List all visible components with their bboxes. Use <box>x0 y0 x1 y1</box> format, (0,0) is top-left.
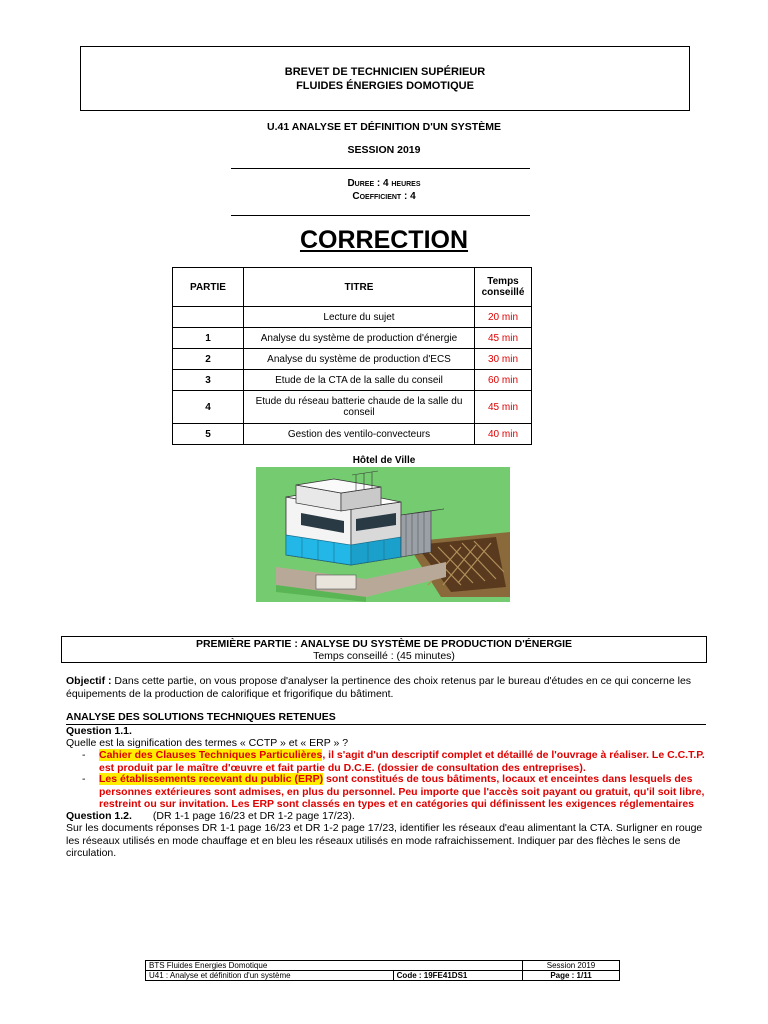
cell-temps: 45 min <box>475 328 532 349</box>
part-title: PREMIÈRE PARTIE : ANALYSE DU SYSTÈME DE PRODUCTION D'ÉNERGIE <box>195 638 573 650</box>
table-row <box>173 328 532 349</box>
bullet-dash: - <box>82 749 86 761</box>
cell-titre: Gestion des ventilo-convecteurs <box>244 424 475 445</box>
header-partie: PARTIE <box>173 268 244 307</box>
q11-question: Quelle est la signification des termes « CCTP » et « ERP » ? <box>66 737 349 749</box>
duree: Duree : 4 heures <box>347 178 421 189</box>
footer-program: BTS Fluides Energies Domotique <box>146 961 523 971</box>
divider-2 <box>231 215 530 216</box>
q11-answer-erp <box>99 773 706 811</box>
q11-answer-cctp <box>99 749 706 774</box>
cell-partie: 5 <box>173 424 244 445</box>
footer-table <box>145 960 620 981</box>
q12-label: Question 1.2. <box>66 810 132 822</box>
objectif-text: Dans cette partie, on vous propose d'analyser la pertinence des choix retenus par le bureau d'études en ce qui concerne les équipements de la production de calorifique et frigorifique du bâtiment. <box>66 675 692 700</box>
cell-temps: 30 min <box>475 349 532 370</box>
cell-partie <box>173 307 244 328</box>
q12-header <box>66 810 355 823</box>
q12-text: Sur les documents réponses DR 1-1 page 16/23 et DR 1-2 page 17/23, identifier les réseaux d'eau alimentant la CTA. Surligner en rouge les réseaux utilisés en mode chauffage et en bleu les réseaux utilisés en mode rafraichissement. Indiquer par des flèches le sens de circulation. <box>66 822 703 859</box>
objectif-label: Objectif : <box>66 675 112 687</box>
footer-session: Session 2019 <box>523 961 620 971</box>
cell-titre: Analyse du système de production d'énergie <box>244 328 475 349</box>
cell-titre: Etude du réseau batterie chaude de la salle du conseil <box>244 391 475 424</box>
image-caption: Hôtel de Ville <box>352 455 416 466</box>
cell-titre: Lecture du sujet <box>244 307 475 328</box>
footer-unit: U41 : Analyse et définition d'un système <box>146 971 394 981</box>
table-header-row <box>173 268 532 307</box>
page-title: CORRECTION <box>299 226 469 254</box>
cell-temps: 45 min <box>475 391 532 424</box>
bullet-dash: - <box>82 773 86 785</box>
table-row <box>173 424 532 445</box>
header-temps: Temps conseillé <box>475 268 532 307</box>
q11-label: Question 1.1. <box>66 725 132 737</box>
table-row <box>173 349 532 370</box>
cell-partie: 2 <box>173 349 244 370</box>
session-title: SESSION 2019 <box>347 144 421 156</box>
header-titre: TITRE <box>244 268 475 307</box>
answer-text: sont constitués de tous bâtiments, locaux et enceintes dans lesquels des personnes extérieures sont admises, en plus du personnel. Peu importe que l'accès soit payant ou gratuit, qu'il soit libre, restreint ou sur invitation. Les ERP sont classés en types et en catégories qui définissent les exigences réglementaires <box>99 773 705 810</box>
divider-1 <box>231 168 530 169</box>
answer-text: , il s'agit d'un descriptif complet et détaillé de l'ouvrage à réaliser. Le C.C.T.P. est produit par le maître d'œuvre et fait partie du D.C.E. (dossier de consultation des entreprises). <box>99 749 705 774</box>
cell-temps: 60 min <box>475 370 532 391</box>
header-box <box>80 46 690 111</box>
table-row <box>173 391 532 424</box>
cell-temps: 20 min <box>475 307 532 328</box>
answer-highlight: Cahier des Clauses Techniques Particulières <box>99 749 323 761</box>
part-box <box>61 636 707 663</box>
section-title: ANALYSE DES SOLUTIONS TECHNIQUES RETENUES <box>66 711 336 723</box>
cell-partie: 4 <box>173 391 244 424</box>
header-line-1: BREVET DE TECHNICIEN SUPÉRIEUR <box>284 65 486 78</box>
header-line-2: FLUIDES ÉNERGIES DOMOTIQUE <box>296 79 474 92</box>
cell-partie: 1 <box>173 328 244 349</box>
section-underline <box>66 724 706 725</box>
q12-ref: (DR 1-1 page 16/23 et DR 1-2 page 17/23). <box>152 810 355 822</box>
coefficient: Coefficient : 4 <box>352 191 416 202</box>
cell-temps: 40 min <box>475 424 532 445</box>
answer-highlight: Les établissements recevant du public (ERP) <box>99 773 324 785</box>
cell-titre: Etude de la CTA de la salle du conseil <box>244 370 475 391</box>
plan-table <box>172 267 532 445</box>
table-row <box>173 307 532 328</box>
part-subtitle: Temps conseillé : (45 minutes) <box>313 650 455 662</box>
cell-titre: Analyse du système de production d'ECS <box>244 349 475 370</box>
unit-title: U.41 ANALYSE ET DÉFINITION D'UN SYSTÈME <box>267 121 501 133</box>
building-image <box>256 467 510 602</box>
cell-partie: 3 <box>173 370 244 391</box>
table-row <box>173 370 532 391</box>
footer-code: Code : 19FE41DS1 <box>393 971 522 981</box>
footer-page: Page : 1/11 <box>523 971 620 981</box>
objectif-paragraph <box>66 675 706 700</box>
